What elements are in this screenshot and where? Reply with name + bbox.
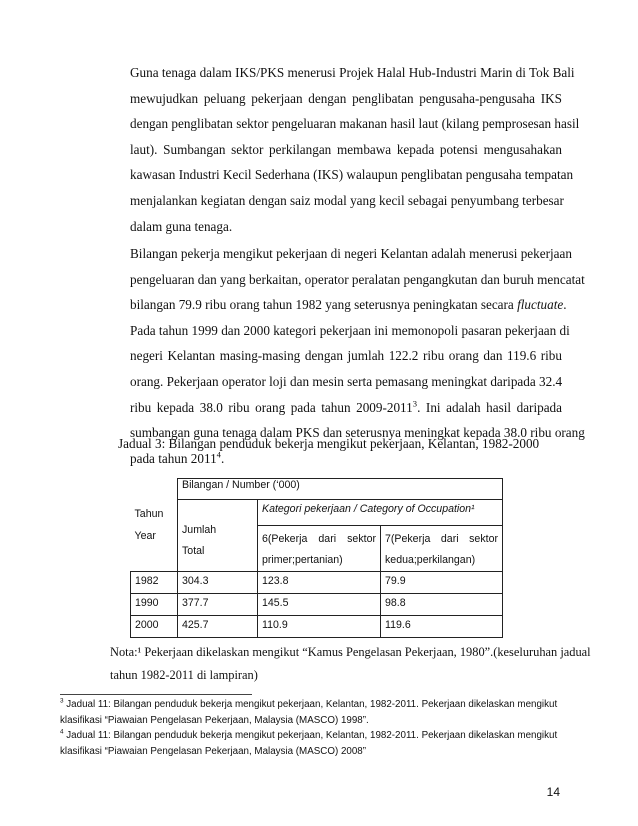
text-line: kawasan Industri Kecil Sederhana (IKS) walaupun penglibatan pengusaha tempatan	[130, 167, 574, 183]
occupation-table	[130, 478, 503, 638]
text-line: Pada tahun 1999 dan 2000 kategori pekerjaan ini memonopoli pasaran pekerjaan di	[130, 322, 570, 338]
footnote-line	[60, 728, 580, 744]
footnote-ref: 4	[216, 449, 221, 460]
col6-header	[258, 526, 381, 572]
italic-term: fluctuate	[517, 297, 564, 313]
cell-total: 425.7	[178, 616, 258, 638]
text-run: .	[563, 297, 567, 313]
cell-year: 1982	[131, 572, 178, 594]
total-header	[178, 500, 258, 572]
text-line	[130, 395, 562, 421]
table-row	[131, 616, 503, 638]
text-line: dengan penglibatan sektor pengeluaran makanan hasil laut (kilang pemprosesan hasil	[130, 116, 580, 132]
footnote-text: Jadual 11: Bilangan penduduk bekerja mengikut pekerjaan, Kelantan, 1982-2011. Pekerjaan dikelaskan mengikut	[63, 730, 558, 741]
table-caption: Jadual 3: Bilangan penduduk bekerja mengikut pekerjaan, Kelantan, 1982-2000	[118, 436, 540, 451]
paragraph-guna-tenaga	[130, 60, 580, 239]
text-line: pengeluaran dan yang berkaitan, operator peralatan pengangkutan dan buruh mencatat	[130, 271, 585, 287]
cell-col6: 123.8	[258, 572, 381, 594]
cell-col7: 79.9	[381, 572, 503, 594]
footnote-line: klasifikasi “Piawaian Pengelasan Pekerjaan, Malaysia (MASCO) 2008”	[60, 745, 367, 757]
cell-total: 377.7	[178, 594, 258, 616]
cell-col7: 98.8	[381, 594, 503, 616]
year-header-malay: Tahun	[134, 507, 164, 520]
footnote-3	[60, 697, 580, 728]
footnote-4	[60, 728, 580, 759]
text-run: pada tahun 2011	[130, 450, 217, 466]
col6-header-line2: primer;pertanian)	[262, 554, 343, 566]
table-note: Nota:¹ Pekerjaan dikelaskan mengikut “Kamus Pengelasan Pekerjaan, 1980”.(keseluruhan jadual	[110, 645, 591, 659]
total-header-malay: Jumlah	[182, 524, 217, 536]
footnote-line	[60, 697, 580, 713]
text-line: mewujudkan peluang pekerjaan dengan penglibatan pengusaha-pengusaha IKS	[130, 90, 562, 106]
text-run: ribu kepada 38.0 ribu orang pada tahun 2009-2011	[130, 399, 413, 415]
footnote-ref: 3	[412, 398, 418, 409]
text-line: menjalankan kegiatan dengan saiz modal yang kecil sebagai penyumbang terbesar	[130, 192, 564, 208]
footnote-text: Jadual 11: Bilangan penduduk bekerja mengikut pekerjaan, Kelantan, 1982-2011. Pekerjaan dikelaskan mengikut	[63, 699, 558, 710]
cell-col7: 119.6	[381, 616, 503, 638]
col6-header-line1: 6(Pekerja dari sektor	[262, 533, 376, 545]
col7-header-line2: kedua;perkilangan)	[385, 554, 476, 566]
page-number: 14	[546, 785, 560, 799]
category-header: Kategori pekerjaan / Category of Occupation¹	[258, 500, 503, 526]
year-header-english: Year	[134, 529, 156, 542]
text-run: bilangan 79.9 ribu orang tahun 1982 yang seterusnya peningkatan secara	[130, 297, 514, 313]
footnote-line: klasifikasi “Piawaian Pengelasan Pekerjaan, Malaysia (MASCO) 1998”.	[60, 714, 369, 726]
footnote-divider	[60, 694, 252, 695]
group-header: Bilangan / Number (‘000)	[178, 479, 503, 500]
cell-total: 304.3	[178, 572, 258, 594]
table-row	[131, 572, 503, 594]
cell-year: 1990	[131, 594, 178, 616]
col7-header	[381, 526, 503, 572]
table-note-continued: tahun 1982-2011 di lampiran)	[110, 668, 258, 682]
year-header	[131, 500, 178, 572]
cell-col6: 145.5	[258, 594, 381, 616]
text-run: .	[220, 450, 225, 466]
footnote-marker: 3	[60, 697, 64, 705]
text-line: sumbangan guna tenaga dalam PKS dan seterusnya meningkat kepada 38.0 ribu orang	[130, 425, 585, 441]
cell-year: 2000	[131, 616, 178, 638]
text-line: orang. Pekerjaan operator loji dan mesin serta pemasang meningkat daripada 32.4	[130, 373, 563, 389]
cell-col6: 110.9	[258, 616, 381, 638]
text-line: Bilangan pekerja mengikut pekerjaan di negeri Kelantan adalah menerusi pekerjaan	[130, 246, 572, 261]
text-run: . Ini adalah hasil daripada	[417, 399, 562, 415]
table-row	[131, 594, 503, 616]
col7-header-line1: 7(Pekerja dari sektor	[385, 533, 498, 545]
footnote-marker: 4	[60, 728, 64, 736]
table-corner	[131, 479, 178, 500]
text-line: laut). Sumbangan sektor perkilangan membawa kepada potensi mengusahakan	[130, 141, 562, 157]
total-header-english: Total	[182, 545, 205, 557]
text-line: dalam guna tenaga.	[130, 218, 233, 234]
text-line: negeri Kelantan masing-masing dengan jumlah 122.2 ribu orang dan 119.6 ribu	[130, 348, 562, 364]
text-line: Guna tenaga dalam IKS/PKS menerusi Projek Halal Hub-Industri Marin di Tok Bali	[130, 65, 575, 80]
text-line	[130, 292, 567, 318]
